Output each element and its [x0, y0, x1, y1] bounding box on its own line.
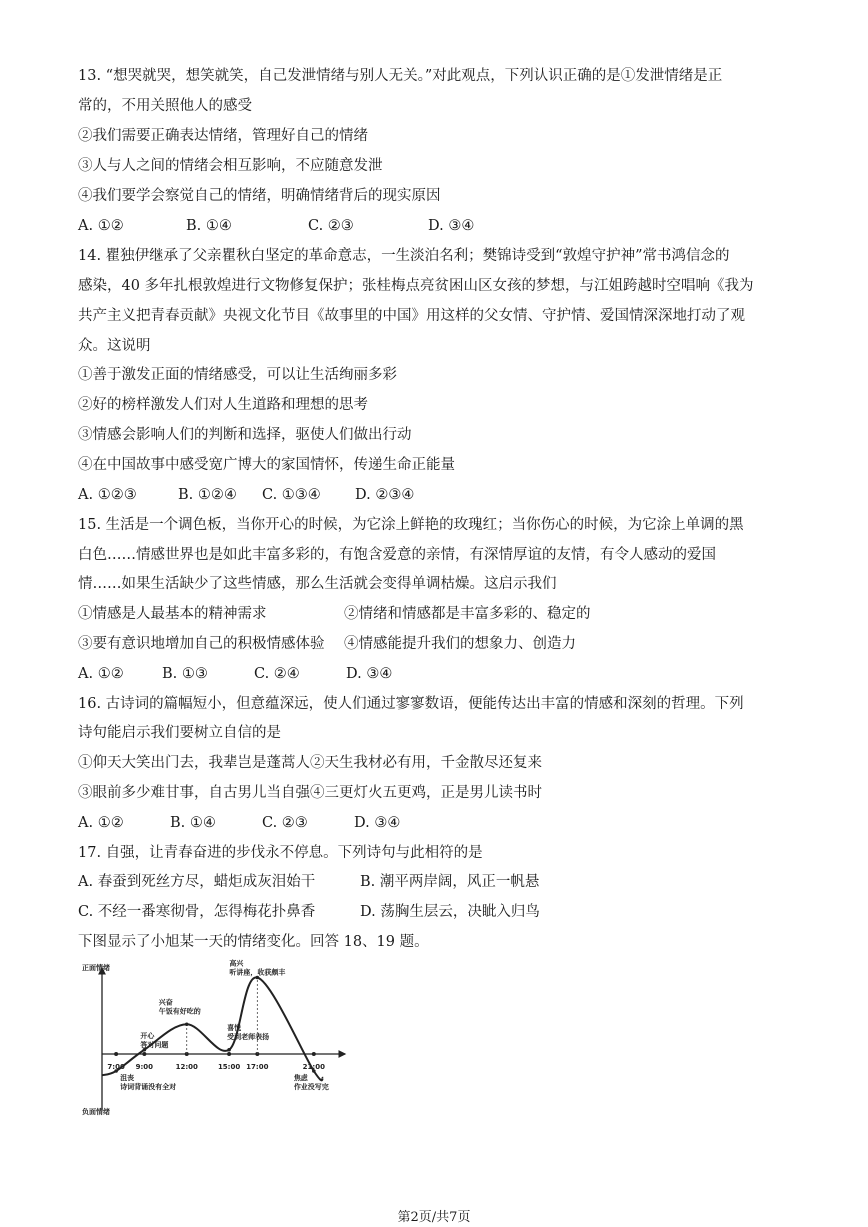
annotation-label: 焦虑	[293, 1074, 308, 1082]
q14-statement-1: ①善于激发正面的情绪感受，可以让生活绚丽多彩	[78, 367, 397, 383]
q15-option-a: A. ①②	[78, 666, 124, 682]
q17-option-b: B. 潮平两岸阔，风正一帆悬	[360, 874, 540, 890]
q15-stem-line2: 白色……情感世界也是如此丰富多彩的，有饱含爱意的亲情，有深情厚谊的友情，有令人感动的爱国	[78, 547, 716, 563]
page-footer: 第2页/共7页	[397, 1210, 471, 1225]
annotation-label: 受到老师表扬	[227, 1032, 270, 1041]
q16-option-a: A. ①②	[78, 815, 124, 831]
emotion-chart	[80, 958, 360, 1118]
q16-option-d: D. ③④	[354, 815, 401, 831]
x-tick-dot	[227, 1052, 231, 1056]
q13-option-c: C. ②③	[308, 218, 354, 234]
data-point	[185, 1022, 189, 1026]
q17-option-c: C. 不经一番寒彻骨，怎得梅花扑鼻香	[78, 904, 316, 920]
q15-option-c: C. ②④	[254, 666, 300, 682]
q15-stem-line1: 15. 生活是一个调色板，当你开心的时候，为它涂上鲜艳的玫瑰红；当你伤心的时候，为它涂上单调的黑	[78, 517, 744, 533]
q17-option-a: A. 春蚕到死丝方尽，蜡炬成灰泪始干	[78, 874, 316, 890]
q14-option-a: A. ①②③	[78, 487, 137, 503]
q15-statement-3: ③要有意识地增加自己的积极情感体验	[78, 636, 325, 652]
q15-statement-4: ④情感能提升我们的想象力、创造力	[344, 636, 576, 652]
annotation-label: 开心	[140, 1031, 155, 1040]
annotation-label: 高兴	[229, 959, 244, 968]
x-tick-label: 21:00	[302, 1063, 325, 1071]
annotation-label: 作业没写完	[293, 1083, 329, 1091]
y-axis-label-negative: 负面情绪	[82, 1108, 110, 1116]
q13-option-b: B. ①④	[186, 218, 232, 234]
annotation-label: 兴奋	[158, 998, 173, 1007]
q16-statements-1-2: ①仰天大笑出门去，我辈岂是蓬蒿人②天生我材必有用，千金散尽还复来	[78, 755, 542, 771]
q13-option-a: A. ①②	[78, 218, 124, 234]
x-tick-label: 15:00	[217, 1063, 241, 1071]
q14-option-d: D. ②③④	[355, 487, 415, 503]
q14-stem-line2: 感染，40 多年扎根敦煌进行文物修复保护；张桂梅点亮贫困山区女孩的梦想，与江姐跨越时空唱响《我为	[78, 278, 754, 294]
q15-stem-line3: 情……如果生活缺少了这些情感，那么生活就会变得单调枯燥。这启示我们	[78, 576, 557, 592]
q13-statement-4: ④我们要学会察觉自己的情绪，明确情绪背后的现实原因	[78, 188, 441, 204]
q14-stem-line4: 众。这说明	[78, 338, 151, 354]
q13-stem-line1: 13. “想哭就哭，想笑就笑，自己发泄情绪与别人无关。”对此观点，下列认识正确的是①发泄情绪是正	[78, 68, 723, 84]
x-tick-label: 9:00	[135, 1063, 154, 1071]
q14-option-c: C. ①③④	[262, 487, 321, 503]
q15-statement-1: ①情感是人最基本的精神需求	[78, 606, 267, 622]
q15-option-b: B. ①③	[162, 666, 208, 682]
q14-statement-2: ②好的榜样激发人们对人生道路和理想的思考	[78, 397, 368, 413]
q14-statement-4: ④在中国故事中感受宽广博大的家国情怀，传递生命正能量	[78, 457, 455, 473]
annotation-label: 答对问题	[140, 1040, 169, 1049]
x-tick-label: 7:00	[107, 1063, 125, 1071]
x-tick-label: 17:00	[246, 1063, 269, 1071]
annotation-label: 沮丧	[120, 1074, 135, 1082]
q17-stem: 17. 自强，让青春奋进的步伐永不停息。下列诗句与此相符的是	[78, 845, 483, 861]
annotation-label: 午饭有好吃的	[158, 1007, 201, 1016]
annotation-label: 诗词背诵没有全对	[120, 1083, 177, 1091]
q16-stem-line2: 诗句能启示我们要树立自信的是	[78, 725, 281, 741]
q13-statement-3: ③人与人之间的情绪会相互影响，不应随意发泄	[78, 158, 383, 174]
intro-questions-18-19: 下图显示了小旭某一天的情绪变化。回答 18、19 题。	[78, 934, 429, 950]
q13-option-d: D. ③④	[428, 218, 475, 234]
y-axis-label-positive: 正面情绪	[82, 964, 110, 972]
q16-option-b: B. ①④	[170, 815, 216, 831]
q14-option-b: B. ①②④	[178, 487, 237, 503]
q15-statement-2: ②情绪和情感都是丰富多彩的、稳定的	[344, 606, 591, 622]
data-point	[227, 1048, 231, 1052]
q14-stem-line3: 共产主义把青春贡献》央视文化节目《故事里的中国》用这样的父女情、守护情、爱国情深深地打动了观	[78, 308, 745, 324]
q13-statement-2: ②我们需要正确表达情绪，管理好自己的情绪	[78, 128, 368, 144]
q15-option-d: D. ③④	[346, 666, 393, 682]
annotation-label: 喜悦	[227, 1023, 242, 1032]
q17-option-d: D. 荡胸生层云，决眦入归鸟	[360, 904, 540, 920]
q16-option-c: C. ②③	[262, 815, 308, 831]
q14-statement-3: ③情感会影响人们的判断和选择，驱使人们做出行动	[78, 427, 412, 443]
q13-stem-line2: 常的，不用关照他人的感受	[78, 98, 252, 114]
x-tick-dot	[142, 1052, 146, 1056]
q16-statements-3-4: ③眼前多少难甘事，自古男儿当自强④三更灯火五更鸡，正是男儿读书时	[78, 785, 542, 801]
x-tick-dot	[312, 1052, 316, 1056]
x-tick-dot	[114, 1052, 118, 1056]
annotation-label: 听讲座，收获颇丰	[229, 968, 286, 977]
q14-stem-line1: 14. 瞿独伊继承了父亲瞿秋白坚定的革命意志，一生淡泊名利；樊锦诗受到“敦煌守护神”常书鸿信念的	[78, 248, 730, 264]
x-tick-label: 12:00	[175, 1063, 198, 1071]
q16-stem-line1: 16. 古诗词的篇幅短小，但意蕴深远，使人们通过寥寥数语，便能传达出丰富的情感和深刻的哲理。下列	[78, 696, 744, 712]
